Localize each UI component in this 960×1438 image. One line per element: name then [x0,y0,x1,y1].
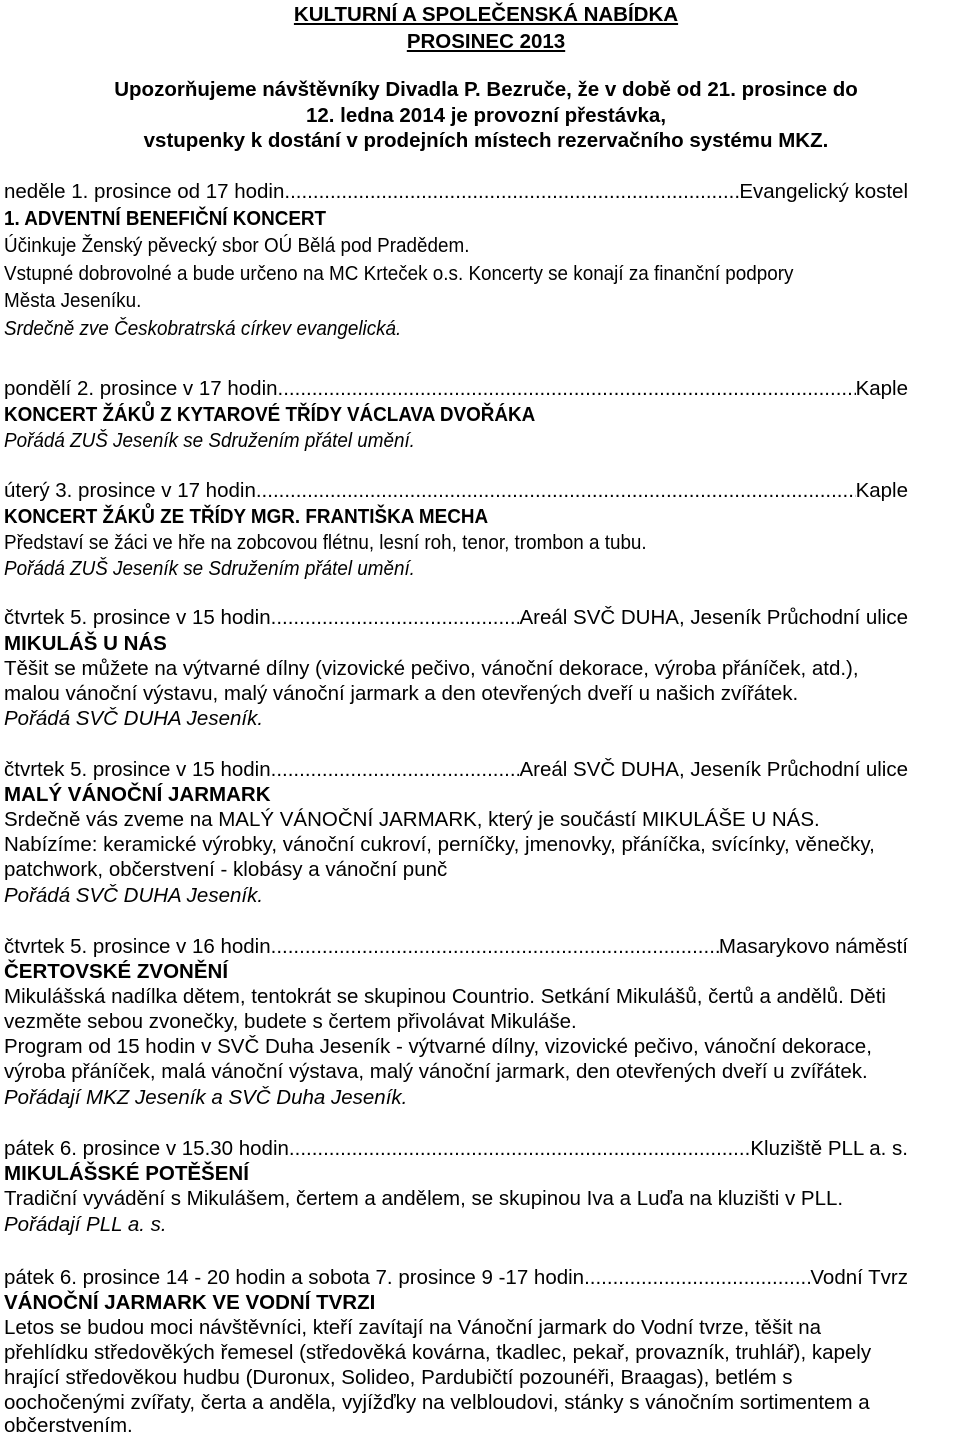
event-place: Evangelický kostel [739,180,908,203]
event-text: občerstvením. [4,1414,133,1437]
event-text: Města Jeseníku. [4,289,142,312]
event-text: Vstupné dobrovolné a bude určeno na MC Krteček o.s. Koncerty se konají za finanční podpory [4,262,794,285]
event-date-line [4,376,908,401]
event-text: malou vánoční výstavu, malý vánoční jarmark a den otevřených dveří u našich zvířátek. [4,682,799,705]
document-title: KULTURNÍ A SPOLEČENSKÁ NABÍDKA [293,3,679,26]
event-title: ČERTOVSKÉ ZVONĚNÍ [4,960,229,983]
event-organizer: Pořádají MKZ Jeseník a SVČ Duha Jeseník. [4,1086,408,1109]
event-place: Masarykovo náměstí [718,935,908,958]
event-title: KONCERT ŽÁKŮ Z KYTAROVÉ TŘÍDY VÁCLAVA DVOŘÁKA [4,403,536,426]
event-place: Areál SVČ DUHA, Jeseník Průchodní ulice [519,758,908,781]
event-date-line [4,179,908,204]
event-date: pondělí 2. prosince v 17 hodin [4,377,278,400]
event-organizer: Pořádá SVČ DUHA Jeseník. [4,707,264,730]
event-date: neděle 1. prosince od 17 hodin [4,180,285,203]
event-date-line [4,478,908,503]
event-text: Představí se žáci ve hře na zobcovou flétnu, lesní roh, tenor, trombon a tubu. [4,531,647,554]
event-text: přehlídku středověkých řemesel (středověká kovárna, tkadlec, pekař, provazník, truhlář), kapely [4,1341,872,1364]
leader-dots [289,1136,750,1161]
event-place: Areál SVČ DUHA, Jeseník Průchodní ulice [519,606,908,629]
event-title: KONCERT ŽÁKŮ ZE TŘÍDY MGR. FRANTIŠKA MECHA [4,505,489,528]
leader-dots [271,757,520,782]
event-date: čtvrtek 5. prosince v 15 hodin [4,758,271,781]
leader-dots [271,934,719,959]
event-text: Účinkuje Ženský pěvecký sbor OÚ Bělá pod Pradědem. [4,234,470,257]
event-date-line [4,1265,908,1290]
event-title: VÁNOČNÍ JARMARK VE VODNÍ TVRZI [4,1291,376,1314]
event-organizer: Pořádá SVČ DUHA Jeseník. [4,884,264,907]
event-title: 1. ADVENTNÍ BENEFIČNÍ KONCERT [4,207,327,230]
leader-dots [284,179,739,204]
event-place: Vodní Tvrz [810,1266,908,1289]
event-text: Letos se budou moci návštěvníci, kteří zavítají na Vánoční jarmark do Vodní tvrze, těšit na [4,1316,822,1339]
event-text: oochočenými zvířaty, čerta a anděla, vyjížďky na velbloudovi, stánky s vánočním sortimentem a [4,1391,870,1414]
event-text: patchwork, občerstvení - klobásy a vánoční punč [4,858,448,881]
event-date-line [4,1136,908,1161]
notice-line-3: vstupenky k dostání v prodejních místech rezervačního systému MKZ. [143,129,829,152]
event-organizer: Pořádají PLL a. s. [4,1213,167,1236]
leader-dots [256,478,856,503]
leader-dots [584,1265,810,1290]
event-title: MALÝ VÁNOČNÍ JARMARK [4,783,271,806]
event-date: čtvrtek 5. prosince v 16 hodin [4,935,271,958]
event-title: MIKULÁŠSKÉ POTĚŠENÍ [4,1162,249,1185]
event-date-line [4,605,908,630]
event-date-line [4,757,908,782]
event-title: MIKULÁŠ U NÁS [4,632,167,655]
leader-dots [278,376,856,401]
document-subtitle: PROSINEC 2013 [406,30,566,53]
event-date-line [4,934,908,959]
event-text: Tradiční vyvádění s Mikulášem, čertem a andělem, se skupinou Iva a Luďa na kluzišti v PLL. [4,1187,844,1210]
event-place: Kaple [855,377,908,400]
leader-dots [271,605,520,630]
event-date: pátek 6. prosince v 15.30 hodin [4,1137,289,1160]
event-text: výroba přáníček, malá vánoční výstava, malý vánoční jarmark, den otevřených dveří u zvířátek. [4,1060,868,1083]
event-text: hrající středověkou hudbu (Duronux, Solideo, Pardubičtí pozounéři, Braagas), betlém s [4,1366,793,1389]
event-text: Mikulášská nadílka dětem, tentokrát se skupinou Countrio. Setkání Mikulášů, čertů a andělů. Děti [4,985,886,1008]
event-date: pátek 6. prosince 14 - 20 hodin a sobota 7. prosince 9 -17 hodin [4,1266,585,1289]
event-place: Kluziště PLL a. s. [750,1137,908,1160]
event-organizer: Pořádá ZUŠ Jeseník se Sdružením přátel umění. [4,429,415,452]
event-text: Těšit se můžete na výtvarné dílny (vizovické pečivo, vánoční dekorace, výroba přáníček, atd.), [4,657,859,680]
event-place: Kaple [855,479,908,502]
event-date: čtvrtek 5. prosince v 15 hodin [4,606,271,629]
event-date: úterý 3. prosince v 17 hodin [4,479,256,502]
event-text: vezměte sebou zvonečky, budete s čertem přivolávat Mikuláše. [4,1010,577,1033]
event-text: Srdečně vás zveme na MALÝ VÁNOČNÍ JARMARK, který je součástí MIKULÁŠE U NÁS. [4,808,820,831]
event-text: Nabízíme: keramické výrobky, vánoční cukroví, perníčky, jmenovky, přáníčka, svícínky, věnečky, [4,833,875,856]
event-organizer: Srdečně zve Českobratrská církev evangelická. [4,317,402,340]
notice-line-1: Upozorňujeme návštěvníky Divadla P. Bezruče, že v době od 21. prosince do [114,78,858,101]
notice-line-2: 12. ledna 2014 je provozní přestávka, [305,104,667,127]
event-text: Program od 15 hodin v SVČ Duha Jeseník - výtvarné dílny, vizovické pečivo, vánoční dekorace, [4,1035,872,1058]
event-organizer: Pořádá ZUŠ Jeseník se Sdružením přátel umění. [4,557,415,580]
